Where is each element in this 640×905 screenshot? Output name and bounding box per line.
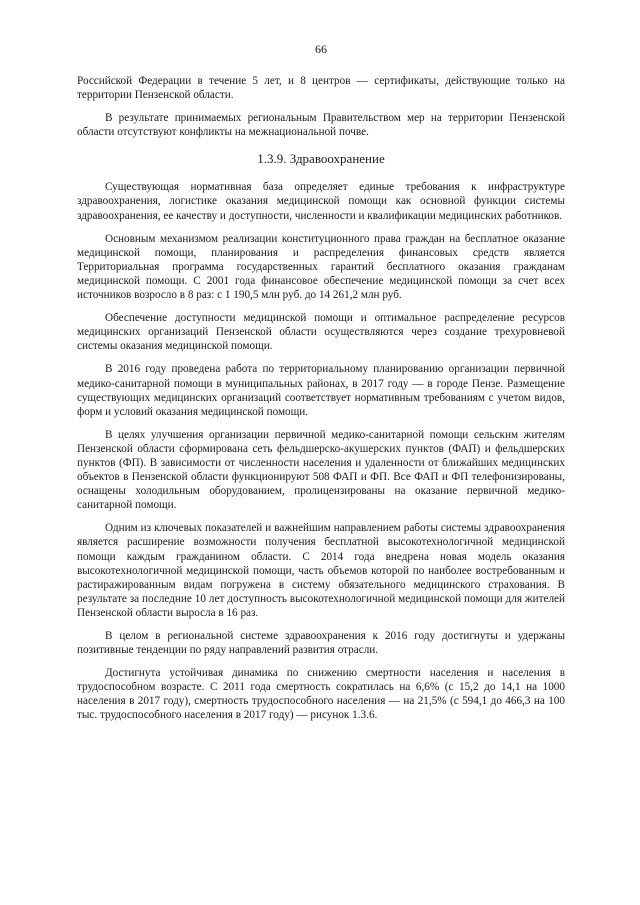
paragraph: В 2016 году проведена работа по территориальному планированию организации первичной медико-санитарной помощи в муниципальных районах, в 2017 году — в городе Пензе. Размещение существующих медицинских организаций соответствует нормативным требованиям с учетом видов, форм и условий оказания медицинской помощи.: [77, 363, 565, 418]
section-heading: 1.3.9. Здравоохранение: [257, 151, 385, 167]
paragraph: Одним из ключевых показателей и важнейшим направлением работы системы здравоохранения является расширение возможности получения бесплатной высокотехнологичной медицинской помощи каждым гражданином области. С 2014 года внедрена новая модель оказания высокотехнологичной медицинской помощи, часть объемов которой по наиболее востребованным и растиражированным видам погружена в систему обязательного медицинского страхования. В результате за последние 10 лет доступность высокотехнологичной медицинской помощи для жителей Пензенской области выросла в 16 раз.: [77, 522, 565, 619]
paragraph-continued: Российской Федерации в течение 5 лет, и 8 центров — сертификаты, действующие только на территории Пензенской области.: [77, 75, 565, 102]
page-content: [77, 74, 565, 732]
paragraph: Достигнута устойчивая динамика по снижению смертности населения и населения в трудоспособном возрасте. С 2011 года смертность сократилась на 6,6% (с 15,2 до 14,1 на 1000 населения в 2017 году), смертность трудоспособного населения — на 21,5% (с 594,1 до 466,3 на 100 тыс. трудоспособного населения в 2017 году) — рисунок 1.3.6.: [77, 667, 565, 722]
paragraph: Обеспечение доступности медицинской помощи и оптимальное распределение ресурсов медицинских организаций Пензенской области осуществляются через создание трехуровневой системы оказания медицинской помощи.: [77, 312, 565, 353]
paragraph: В целях улучшения организации первичной медико-санитарной помощи сельским жителям Пензенской области сформирована сеть фельдшерско-акушерских пунктов (ФАП) и фельдшерских пунктов (ФП). В зависимости от численности населения и удаленности от ближайших медицинских объектов в Пензенской области функционируют 508 ФАП и ФП. Все ФАП и ФП телефонизированы, оснащены холодильным оборудованием, пролицензированы на оказание первичной медико-санитарной помощи.: [77, 428, 565, 512]
paragraph: В результате принимаемых региональным Правительством мер на территории Пензенской области отсутствуют конфликты на межнациональной почве.: [77, 112, 565, 139]
paragraph: Существующая нормативная база определяет единые требования к инфраструктуре здравоохранения, логистике оказания медицинской помощи как основной функции системы здравоохранения, ее качеству и доступности, численности и квалификации медицинских работников.: [77, 181, 565, 222]
paragraph: Основным механизмом реализации конституционного права граждан на бесплатное оказание медицинской помощи, планирования и распределения финансовых средств является Территориальная программа государственных гарантий бесплатного оказания гражданам медицинской помощи. С 2001 года финансовое обеспечение медицинской помощи за счет всех источников возросло в 8 раз: с 1 190,5 млн руб. до 14 261,2 млн руб.: [77, 232, 565, 302]
paragraph: В целом в региональной системе здравоохранения к 2016 году достигнуты и удержаны позитивные тенденции по ряду направлений развития отрасли.: [77, 630, 565, 657]
page-number: 66: [315, 42, 327, 56]
